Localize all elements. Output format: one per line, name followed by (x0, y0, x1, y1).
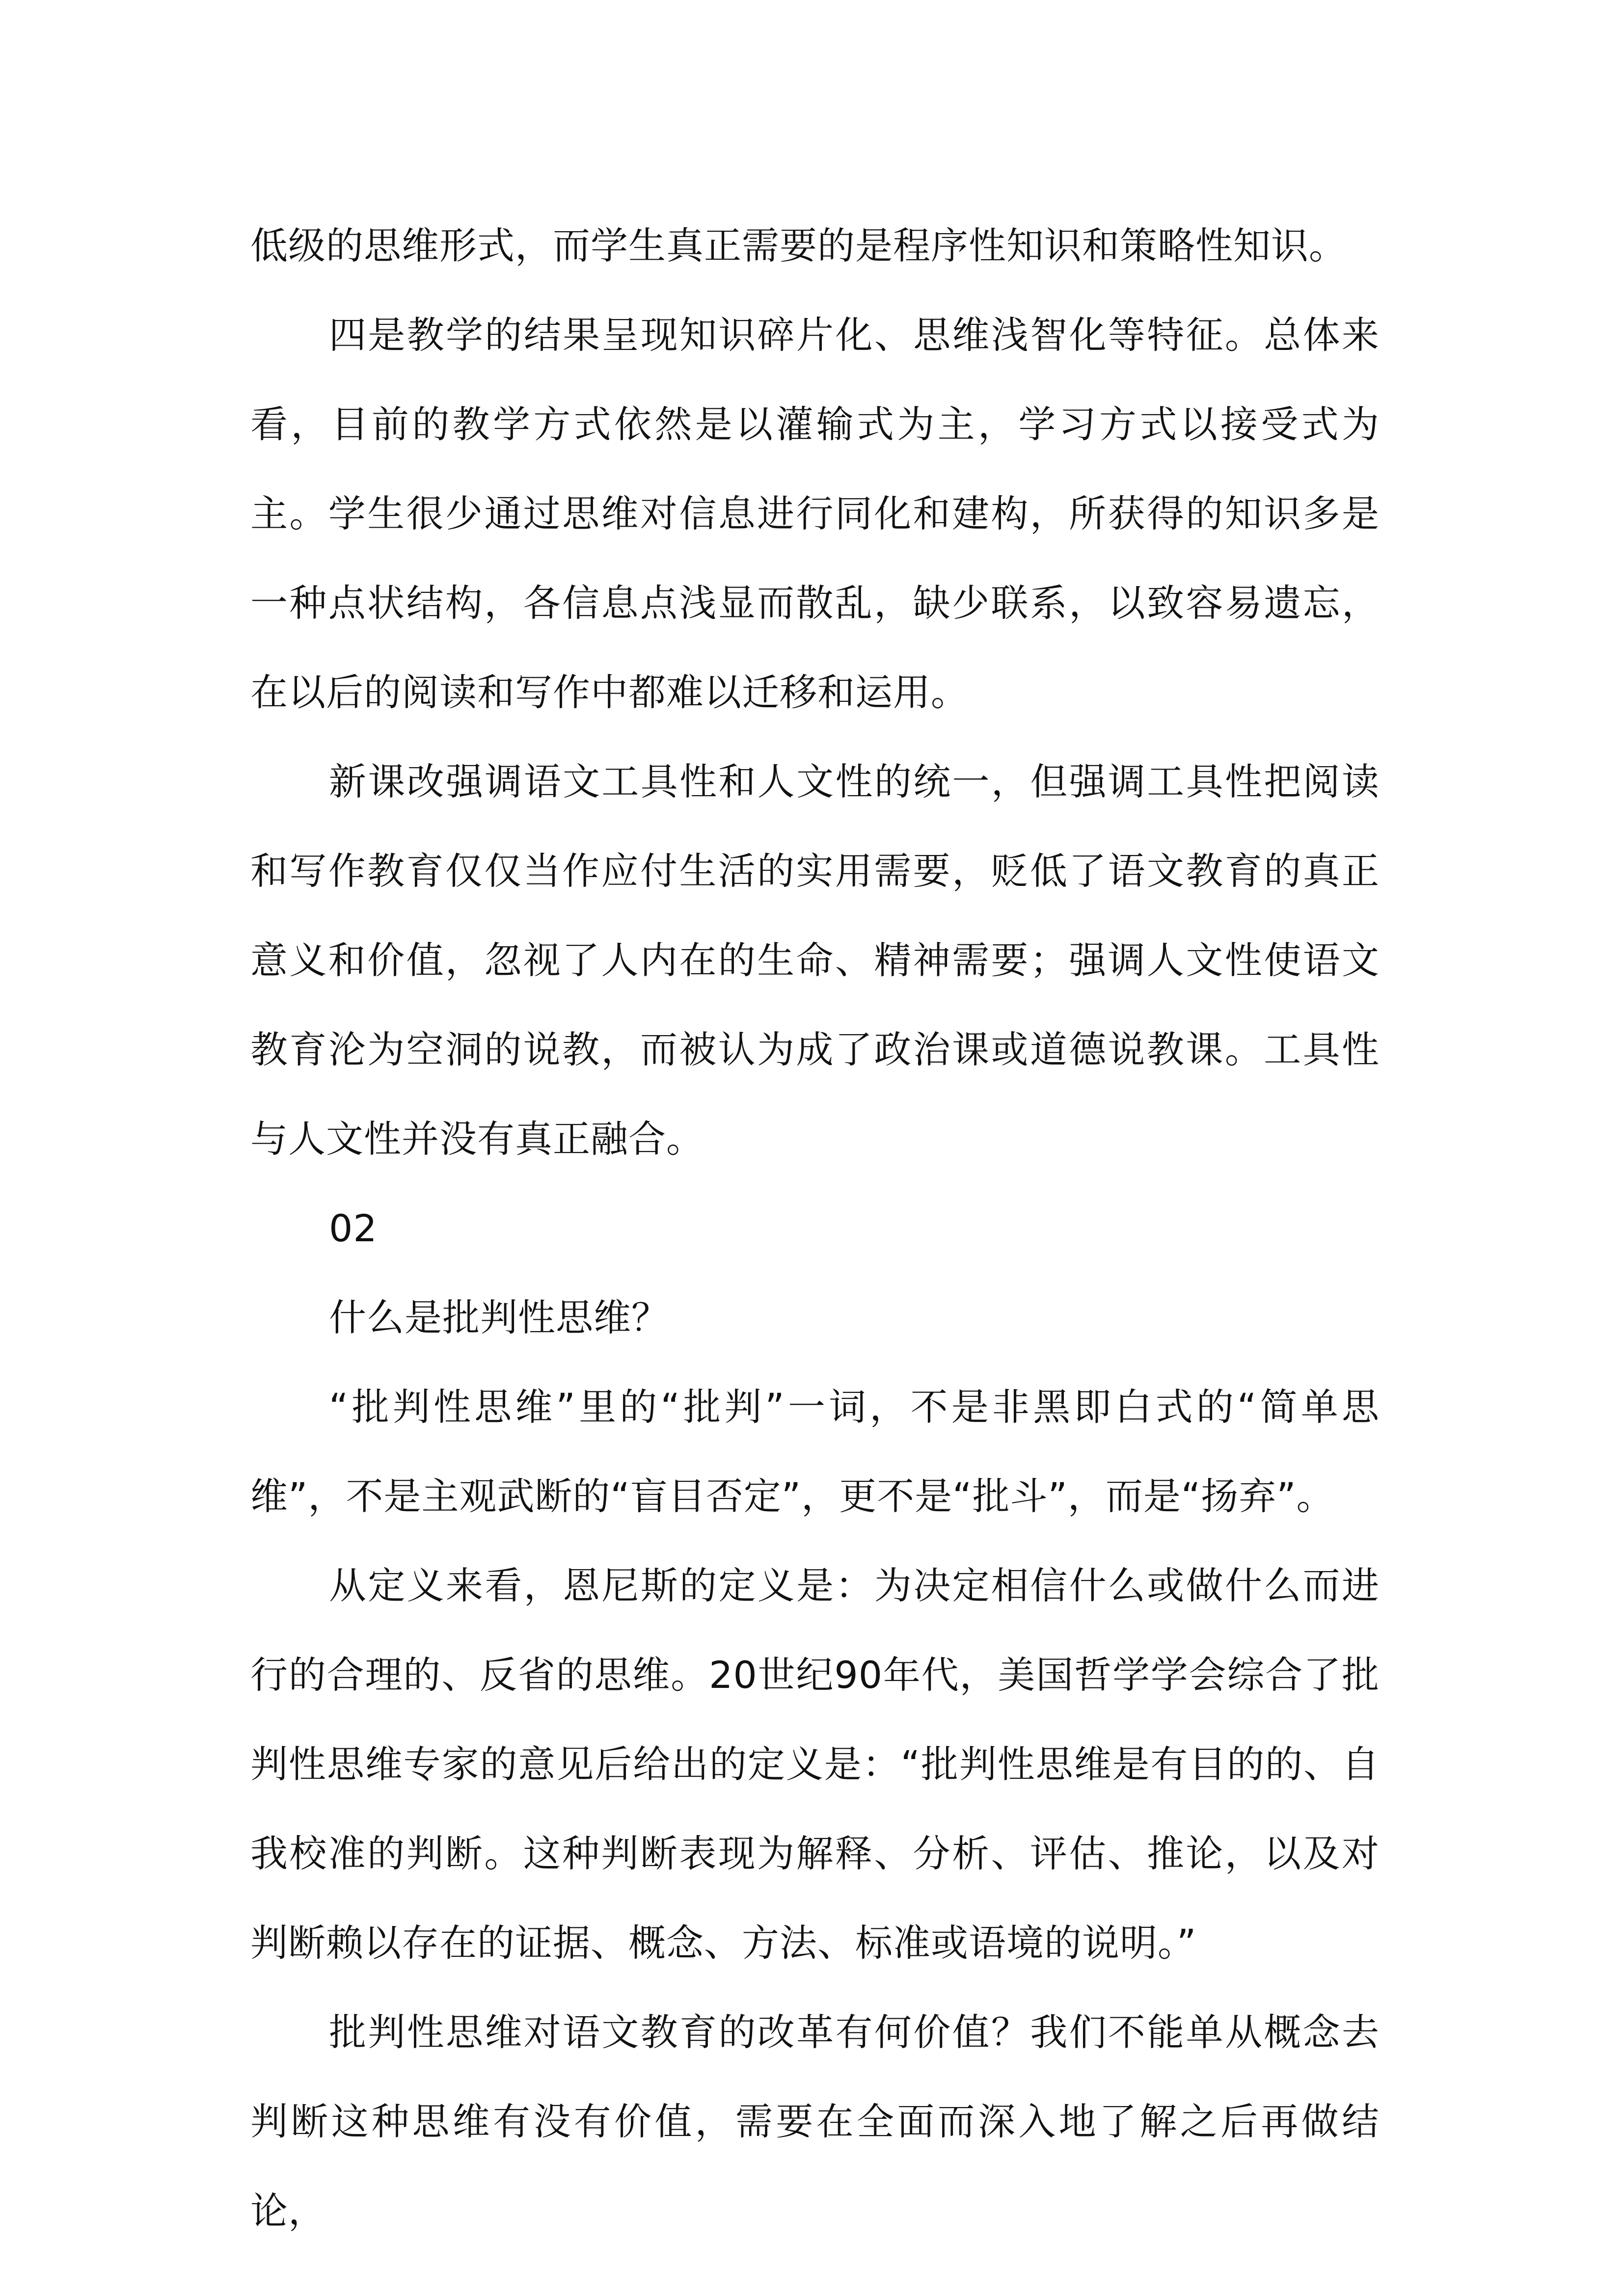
paragraph-3: 新课改强调语文工具性和人文性的统一，但强调工具性把阅读和写作教育仅仅当作应付生活的实用需要，贬低了语文教育的真正意义和价值，忽视了人内在的生命、精神需要；强调人文性使语文教育沦为空洞的说教，而被认为成了政治课或道德说教课。工具性与人文性并没有真正融合。 (250, 760, 1380, 1161)
paragraph-6: 批判性思维对语文教育的改革有何价值？我们不能单从概念去判断这种思维有没有价值，需要在全面而深入地了解之后再做结论， (250, 2010, 1380, 2233)
document-page (250, 201, 1380, 2256)
paragraph-1: 低级的思维形式，而学生真正需要的是程序性知识和策略性知识。 (250, 224, 1347, 267)
paragraph-5: 从定义来看，恩尼斯的定义是：为决定相信什么或做什么而进行的合理的、反省的思维。20世纪90年代，美国哲学学会综合了批判性思维专家的意见后给出的定义是：“批判性思维是有目的的、自我校准的判断。这种判断表现为解释、分析、评估、推论，以及对判断赖以存在的证据、概念、方法、标准或语境的说明。” (250, 1564, 1380, 1965)
section-number: 02 (329, 1206, 378, 1250)
paragraph-2: 四是教学的结果呈现知识碎片化、思维浅智化等特征。总体来看，目前的教学方式依然是以灌输式为主，学习方式以接受式为主。学生很少通过思维对信息进行同化和建构，所获得的知识多是一种点状结构，各信息点浅显而散乱，缺少联系，以致容易遗忘，在以后的阅读和写作中都难以迁移和运用。 (250, 313, 1380, 714)
paragraph-4: “批判性思维”里的“批判”一词，不是非黑即白式的“简单思维”，不是主观武断的“盲目否定”，更不是“批斗”，而是“扬弃”。 (250, 1385, 1380, 1518)
section-heading: 什么是批判性思维？ (329, 1296, 669, 1339)
